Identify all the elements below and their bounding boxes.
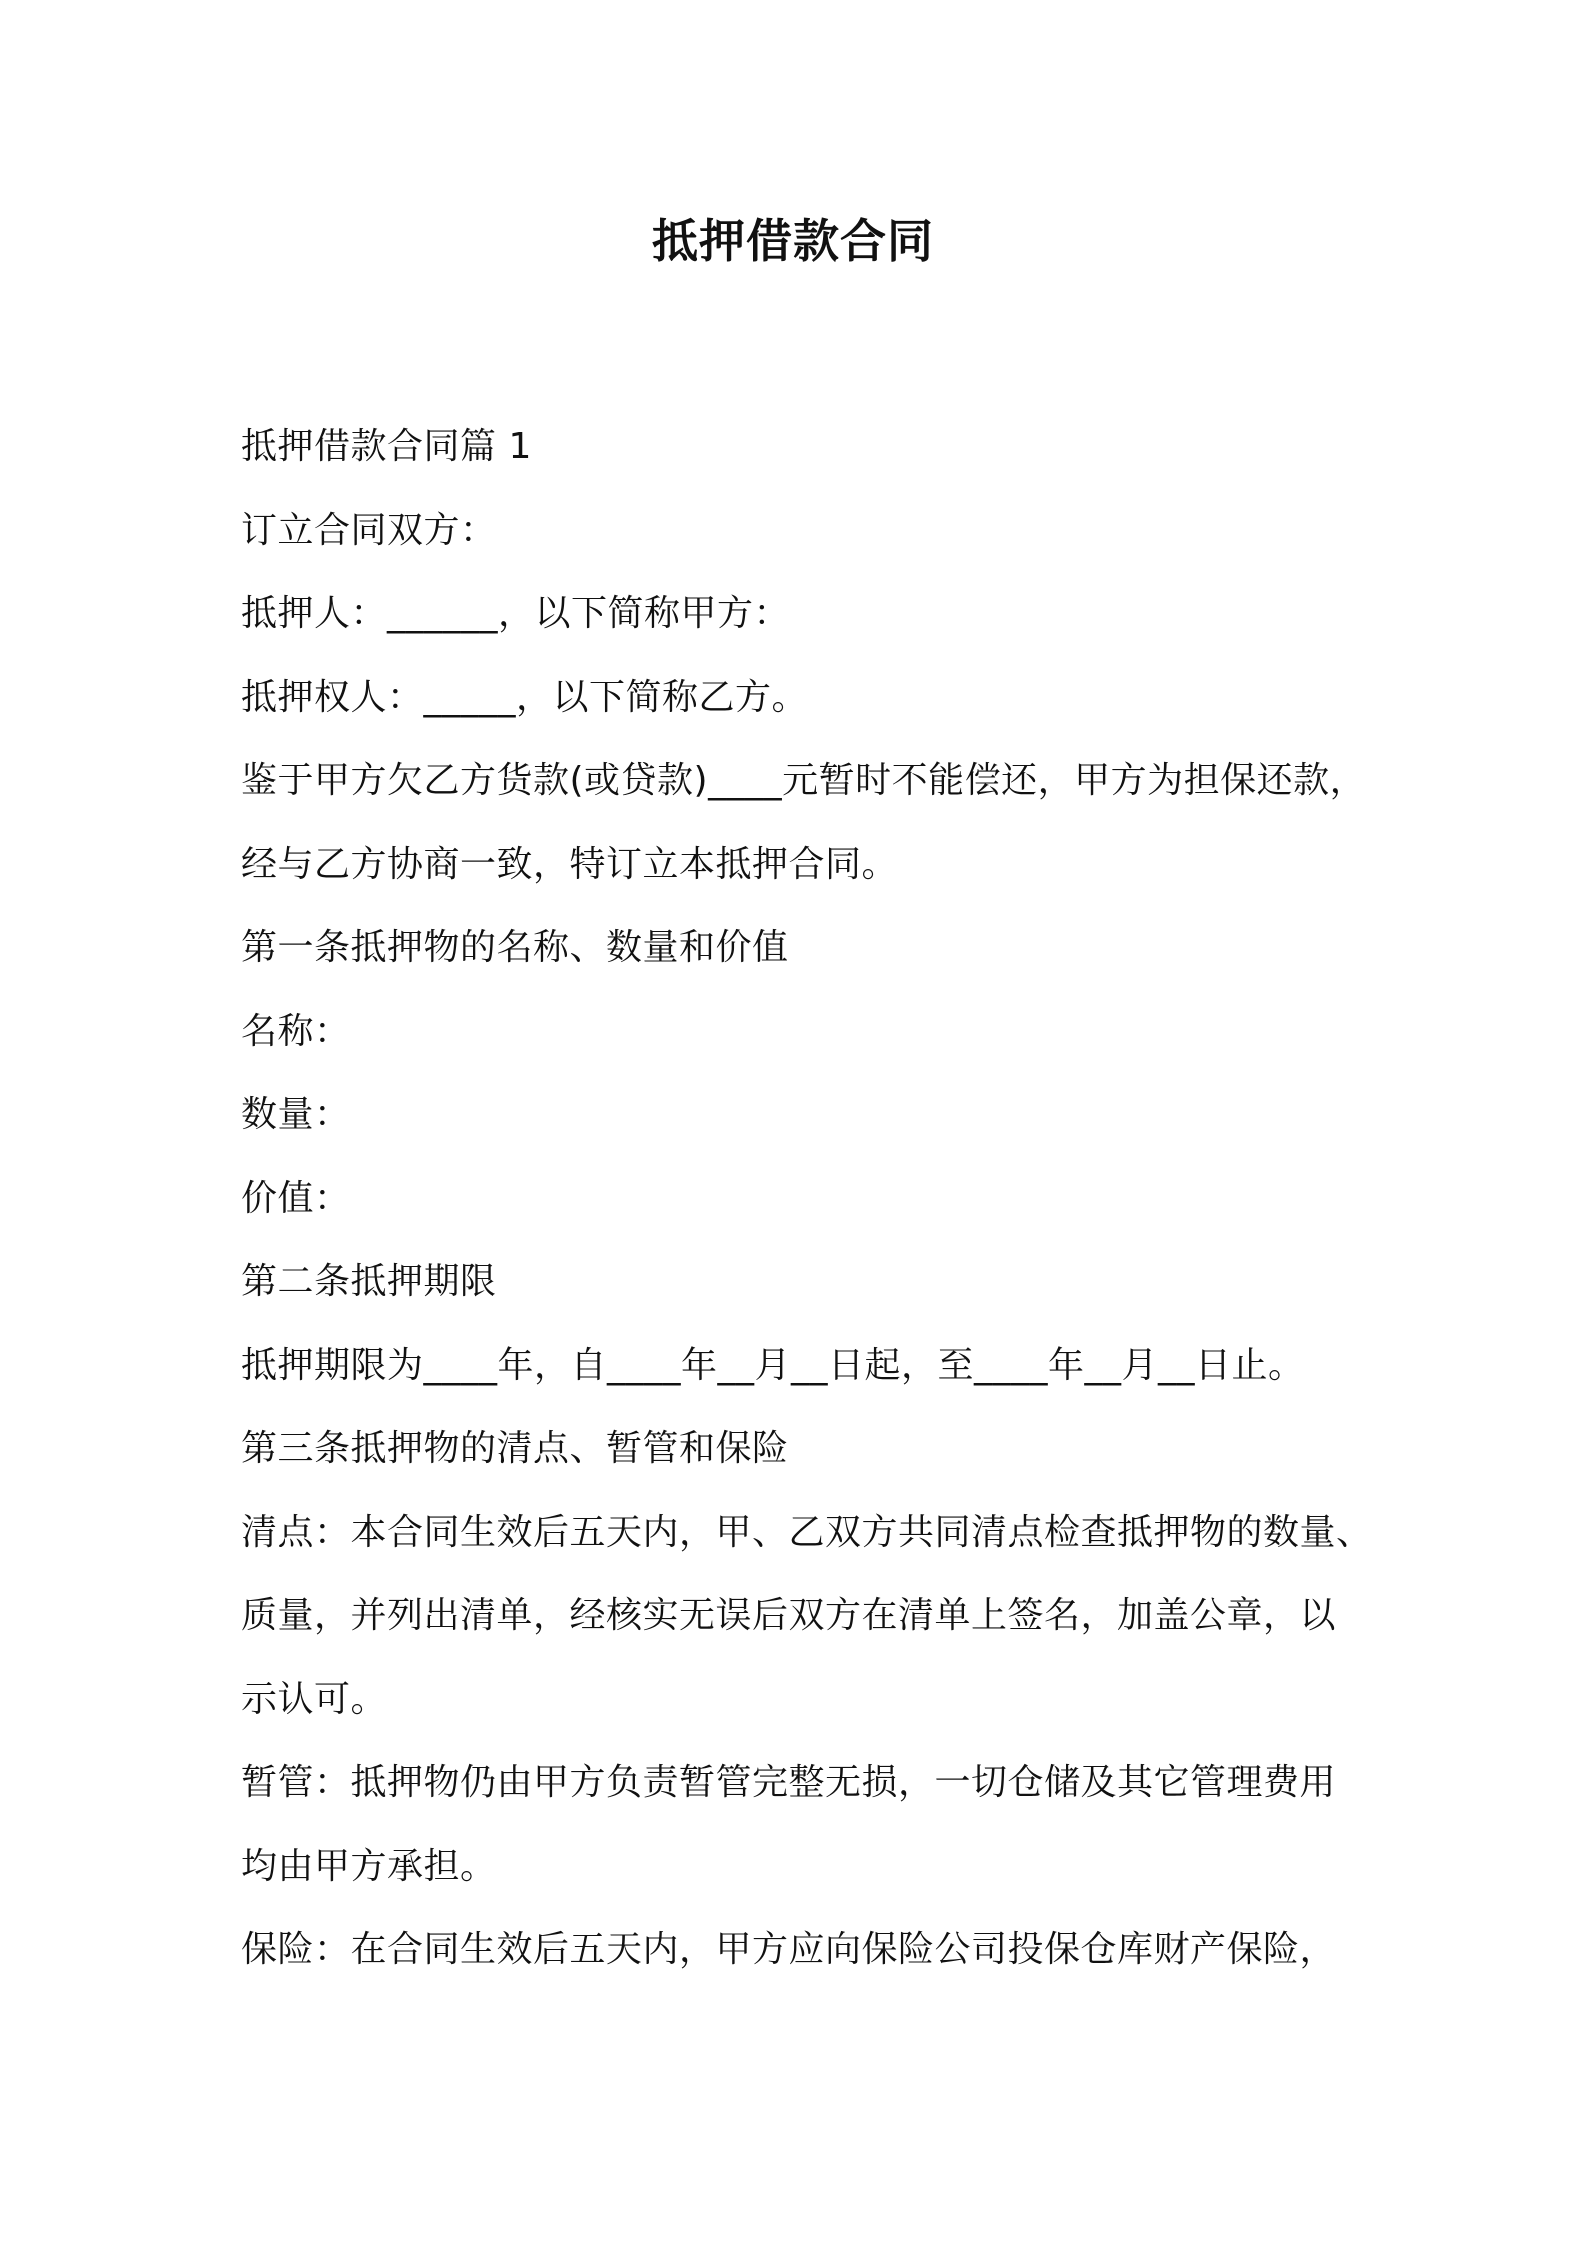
- paragraph-line: 价值：: [241, 1177, 351, 1219]
- paragraph-line: 抵押期限为____年，自____年__月__日起，至____年__月__日止。: [241, 1344, 1305, 1386]
- clause-heading: 第二条抵押期限: [241, 1261, 497, 1302]
- paragraph-line: 质量，并列出清单，经核实无误后双方在清单上签名，加盖公章，以: [241, 1595, 1337, 1636]
- section-heading: 抵押借款合同篇 1: [241, 426, 532, 467]
- paragraph-line: 暂管：抵押物仍由甲方负责暂管完整无损，一切仓储及其它管理费用: [241, 1762, 1337, 1803]
- paragraph-line: 鉴于甲方欠乙方货款(或贷款)____元暂时不能偿还，甲方为担保还款，: [241, 760, 1367, 801]
- paragraph-line: 清点：本合同生效后五天内，甲、乙双方共同清点检查抵押物的数量、: [241, 1511, 1373, 1553]
- paragraph-line: 示认可。: [241, 1678, 388, 1720]
- paragraph-line: 抵押权人：_____，以下简称乙方。: [241, 676, 809, 718]
- paragraph-line: 抵押人：______，以下简称甲方：: [241, 593, 791, 634]
- document-body: [241, 405, 1381, 1992]
- paragraph-line: 均由甲方承担。: [241, 1845, 497, 1887]
- clause-heading: 第三条抵押物的清点、暂管和保险: [241, 1428, 789, 1469]
- paragraph-line: 名称：: [241, 1010, 351, 1052]
- paragraph-line: 订立合同双方：: [241, 509, 497, 551]
- clause-heading: 第一条抵押物的名称、数量和价值: [241, 927, 789, 968]
- paragraph-line: 保险：在合同生效后五天内，甲方应向保险公司投保仓库财产保险，: [241, 1929, 1337, 1970]
- paragraph-line: 数量：: [241, 1094, 351, 1135]
- document-title: 抵押借款合同: [652, 214, 934, 268]
- paragraph-line: 经与乙方协商一致，特订立本抵押合同。: [241, 843, 899, 885]
